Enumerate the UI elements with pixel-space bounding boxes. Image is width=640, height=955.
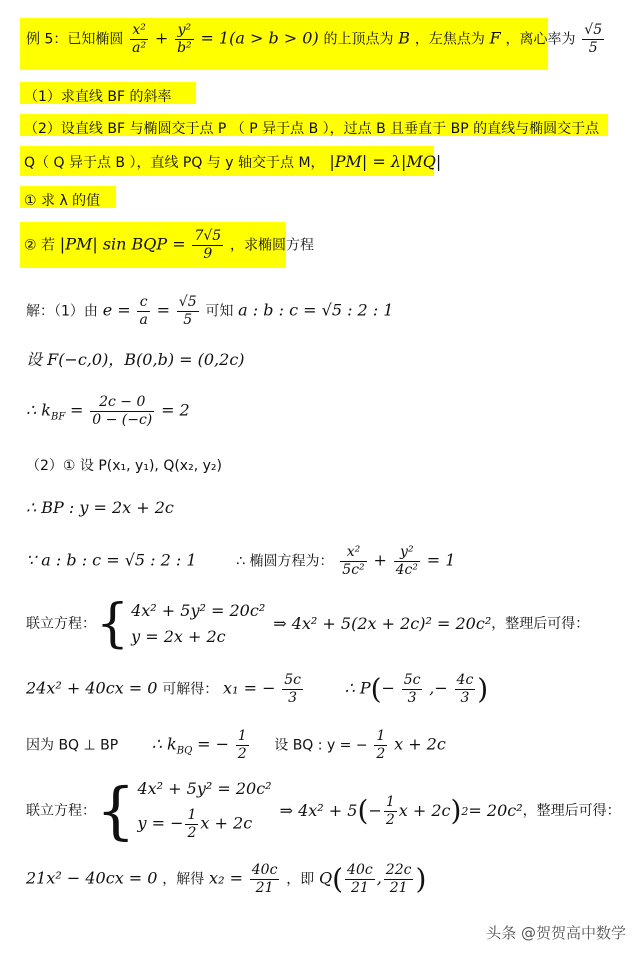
- sub2: ② 若 |PM| sin BQP = $\frac{7√5}{9}$ ，求椭圆方程: [24, 228, 314, 262]
- part2-line1: （2）设直线 BF 与椭圆交于点 P （ P 异于点 B ），过点 B 且垂直于 BP 的直线与椭圆交于点: [24, 121, 600, 137]
- sol-step6: ∵ a : b : c = √5 : 2 : 1 ∴ 椭圆方程为： $\frac{\text{x²}}{\text{5c²}}$ + $\frac{\text{y²}}{\text{4c²}}$ = 1: [26, 544, 456, 578]
- part1: （1）求直线 BF 的斜率: [24, 89, 172, 105]
- sol-step7: 联立方程： { 4x² + 5y² = 20c² y = 2x + 2c ⇒ 4x² + 5(2x + 2c)² = 20c² ，整理后可得：: [26, 594, 590, 654]
- sol-step11: 21x² − 40cx = 0 ，解得 x₂ = $\frac{40c}{21}$ ，即 Q( $\frac{40c}{21}$ , $\frac{22c}{21}$ ): [26, 862, 427, 896]
- sol-step8: 24x² + 40cx = 0 可解得： x₁ = − $\frac{5c}{3}$ ∴ P(− $\frac{5c}{3}$ ,− $\frac{4c}{3}$ ): [26, 672, 489, 706]
- sol-step10: 联立方程： { 4x² + 5y² = 20c² y = − $\frac{1}{2}$ x + 2c ⇒ 4x² + 5 ( − $\frac{1}{2}$ x + 2c ) 2 = 20c² ，整理后可得：: [26, 774, 621, 847]
- sub1: ① 求 λ 的值: [24, 193, 101, 209]
- sol-step3: ∴ $k_{BF}$ = $\frac{2c - 0}{0 - (-c)}$ = 2: [26, 394, 190, 428]
- sol-step5: ∴ BP : y = 2x + 2c: [26, 498, 174, 517]
- part2-line2: Q（ Q 异于点 B ），直线 PQ 与 y 轴交于点 M， |PM| = λ|MQ|: [24, 152, 442, 171]
- sol-step2: 设 F(−c,0)，B(0,b) = (0,2c): [26, 350, 245, 369]
- sol-step9: 因为 BQ ⊥ BP ∴ $k_{BQ}$ = − $\frac{1}{2}$ 设 BQ : y = − $\frac{1}{2}$ x + 2c: [26, 728, 446, 762]
- problem-header: 例 5：已知椭圆 $\frac{\text{x²}}{\text{a²}}$ + $\frac{\text{y²}}{\text{b²}}$ = 1(a > b > 0) 的上顶点为 B ，左焦点为 F ，离心率为 $\frac{√5}{5}$: [26, 22, 603, 56]
- watermark: 头条 @贺贺高中数学: [486, 924, 626, 942]
- sol-step1: 解：（1）由 e = $\frac{c}{a}$ = $\frac{√5}{5}$ 可知 a : b : c = √5 : 2 : 1: [26, 294, 394, 328]
- sol-step4: （2）① 设 P(x₁, y₁), Q(x₂, y₂): [26, 458, 222, 474]
